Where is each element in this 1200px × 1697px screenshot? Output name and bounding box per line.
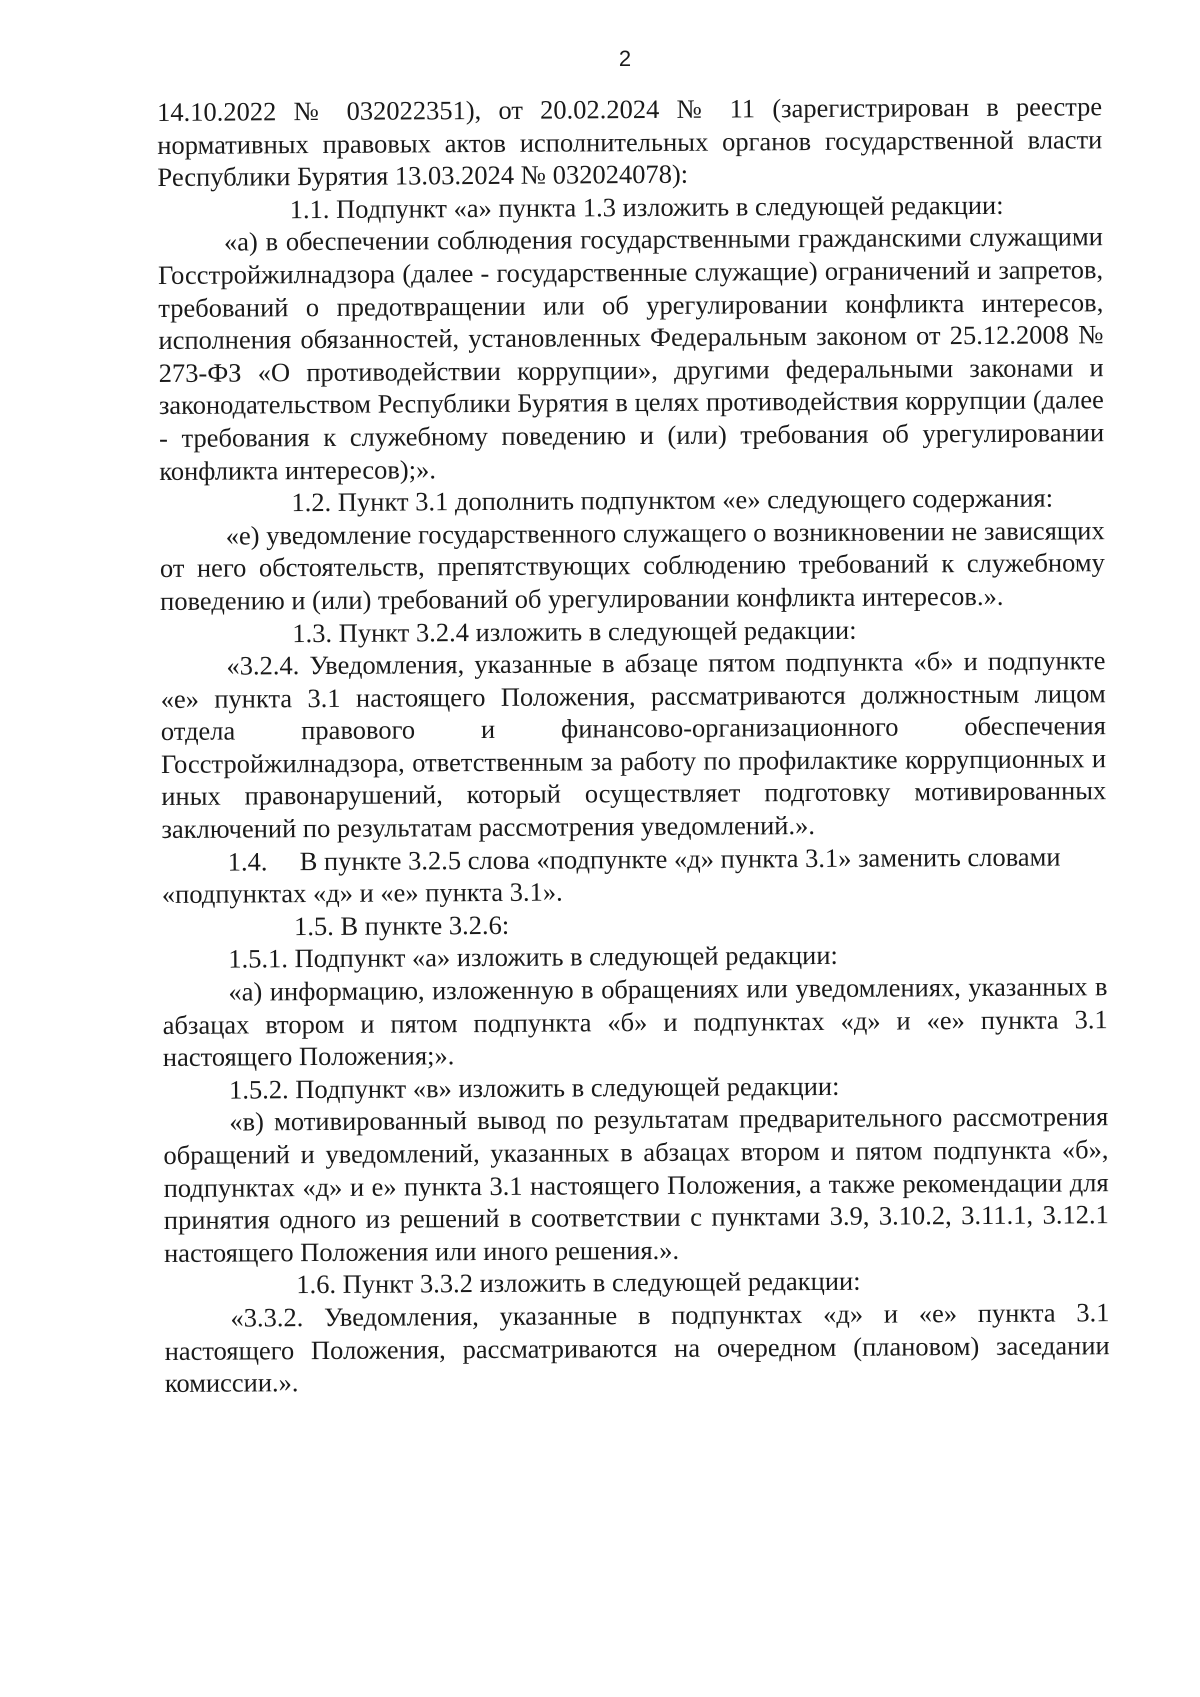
paragraph-subpoint-v: «в) мотивированный вывод по результатам предварительного рассмотрения обращений и уведомлений, указанных в абзацах втором и пятом подпункта «б», подпунктах «д» и е» пункта 3.1 настоящего Положения, а также рекомендации для принятия одного из решений в соответствии с пунктами 3.9, 3.10.2, 3.11.1, 3.12.1 настоящего Положения или иного решения.». — [163, 1101, 1109, 1268]
item-text: Подпункт «а» пункта 1.3 изложить в следующей редакции: — [335, 189, 1004, 224]
paragraph-continuation: 14.10.2022 № 032022351), от 20.02.2024 № 11 (зарегистрирован в реестре нормативных правовых актов исполнительных органов государственной власти Республики Бурятия 13.03.2024 № 032024078): — [157, 91, 1103, 193]
paragraph-subpoint-a-2: «а) информацию, изложенную в обращениях или уведомлениях, указанных в абзацах втором и пятом подпункта «б» и подпунктах «д» и «е» пункта 3.1 настоящего Положения;». — [162, 971, 1108, 1073]
paragraph-3-3-2: «3.3.2. Уведомления, указанные в подпунктах «д» и «е» пункта 3.1 настоящего Положения, рассматриваются на очередном (плановом) заседании комиссии.». — [164, 1297, 1110, 1399]
item-1-4 — [162, 840, 1107, 878]
item-text: Пункт 3.1 дополнить подпунктом «е» следующего содержания: — [337, 482, 1054, 518]
item-number: 1.4. — [227, 845, 268, 877]
item-number: 1.2. — [291, 487, 332, 518]
item-text: В пункте 3.2.5 слова «подпункте «д» пункта 3.1» заменить словами — [299, 841, 1061, 876]
item-number: 1.6. — [296, 1269, 337, 1300]
item-text: Пункт 3.3.2 изложить в следующей редакции: — [342, 1266, 861, 1300]
item-number: 1.3. — [292, 617, 333, 648]
item-1-5-1: 1.5.1. Подпункт «а» изложить в следующей редакции: — [228, 940, 838, 975]
item-number: 1.1. — [289, 193, 330, 224]
paragraph-subpoint-e: «е) уведомление государственного служащего о возникновении не зависящих от него обстоятельств, препятствующих соблюдению требований к служебному поведению и (или) требований об урегулировании конфликта интересов.». — [159, 514, 1105, 616]
item-number: 1.5. — [293, 910, 334, 942]
item-text: Пункт 3.2.4 изложить в следующей редакции: — [338, 614, 857, 648]
item-1-5-2: 1.5.2. Подпункт «в» изложить в следующей редакции: — [228, 1070, 840, 1105]
page-number: 2 — [618, 46, 632, 71]
paragraph-3-2-4: «3.2.4. Уведомления, указанные в абзаце пятом подпункта «б» и подпункте «е» пункта 3.1 настоящего Положения, рассматриваются должностным лицом отдела правового и финансово-организационного обеспечения Госстройжилнадзора, ответственным за работу по профилактике коррупционных и иных правонарушений, который осуществляет подготовку мотивированных заключений по результатам рассмотрения уведомлений.». — [160, 645, 1107, 845]
item-text: В пункте 3.2.6: — [340, 909, 510, 941]
paragraph-replacement: «подпунктах «д» и «е» пункта 3.1». — [161, 876, 563, 910]
document-body — [157, 90, 1110, 1399]
paragraph-subpoint-a: «а) в обеспечении соблюдения государственными гражданскими служащими Госстройжилнадзора (далее - государственные служащие) ограничений и запретов, требований о предотвращении или об урегулировании конфликта интересов, исполнения обязанностей, установленных Федеральным законом от 25.12.2008 № 273-ФЗ «О противодействии коррупции», другими федеральными законами и законодательством Республики Бурятия в целях противодействия коррупции (далее - требования к служебному поведению и (или) требования об урегулировании конфликта интересов);». — [158, 221, 1105, 486]
item-1-2 — [159, 481, 1104, 519]
